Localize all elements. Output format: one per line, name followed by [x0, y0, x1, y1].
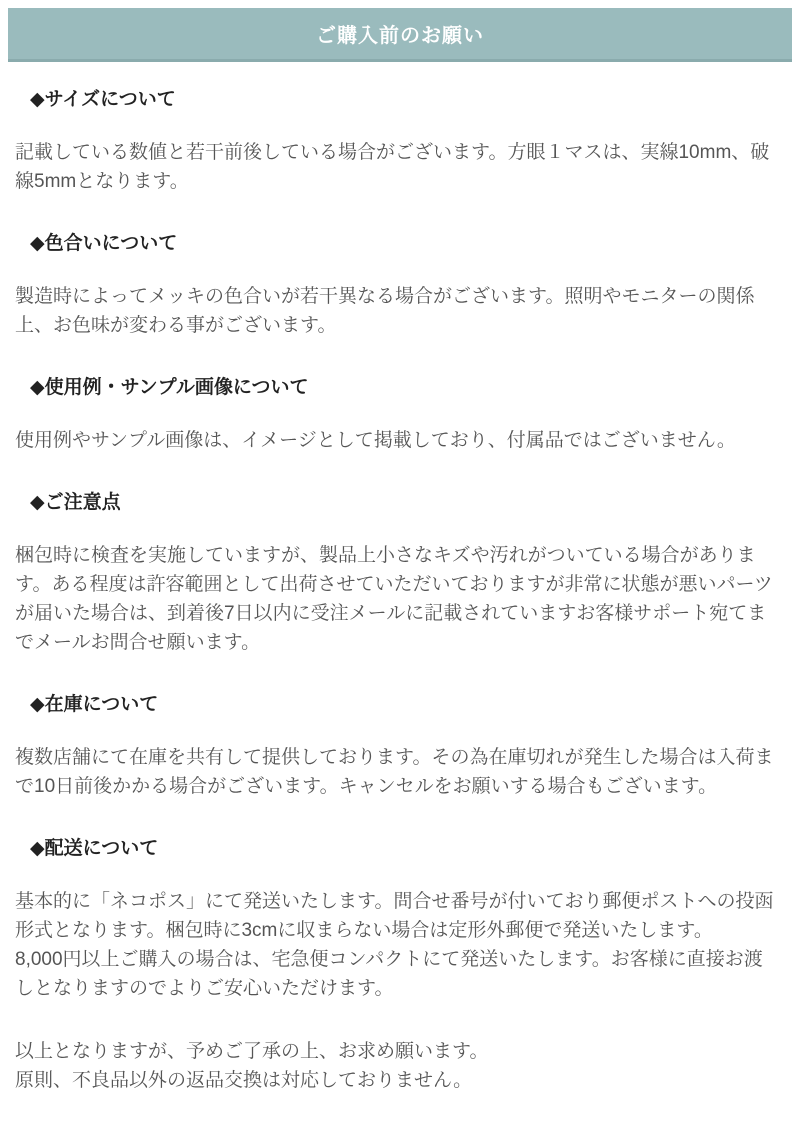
diamond-bullet-icon: ◆	[30, 89, 45, 110]
section-heading-label: サイズについて	[44, 89, 176, 110]
notes-content	[0, 88, 800, 1125]
section-heading-size	[30, 88, 775, 112]
section-heading-label: 色合いについて	[44, 233, 178, 254]
section-heading-label: 在庫について	[44, 694, 159, 715]
section-body-caution: 梱包時に検査を実施していますが、製品上小さなキズや汚れがついている場合があります。ある程度は許容範囲として出荷させていただいておりますが非常に状態が悪いパーツが届いた場合は、到着後7日以内に受注メールに記載されていますお客様サポート宛てまでメールお問合せ願います。	[15, 545, 773, 653]
section-body-color: 製造時によってメッキの色合いが若干異なる場合がございます。照明やモニターの関係上、お色味が変わる事がございます。	[15, 286, 755, 336]
section-body-size: 記載している数値と若干前後している場合がございます。方眼１マスは、実線10mm、破線5mmとなります。	[15, 142, 770, 192]
section-heading-label: ご注意点	[44, 492, 121, 513]
section-body-sample-images: 使用例やサンプル画像は、イメージとして掲載しており、付属品ではございません。	[15, 430, 736, 451]
diamond-bullet-icon: ◆	[30, 694, 45, 715]
closing-note: 以上となりますが、予めご了承の上、お求め願います。 原則、不良品以外の返品交換は対応しておりません。	[15, 1041, 489, 1091]
section-body-stock: 複数店舗にて在庫を共有して提供しております。その為在庫切れが発生した場合は入荷まで10日前後かかる場合がございます。キャンセルをお願いする場合もございます。	[15, 747, 774, 797]
page-title-bar	[8, 8, 792, 62]
section-heading-shipping	[30, 837, 775, 861]
page-title: ご購入前のお願い	[316, 25, 484, 47]
section-heading-color	[30, 232, 775, 256]
section-heading-stock	[30, 693, 775, 717]
section-heading-sample-images	[30, 376, 775, 400]
section-body-shipping: 基本的に「ネコポス」にて発送いたします。問合せ番号が付いており郵便ポストへの投函形式となります。梱包時に3cmに収まらない場合は定形外郵便で発送いたします。 8,000円以上ご購入の場合は、宅急便コンパクトにて発送いたします。お客様に直接お渡しとなりますのでよりご安心いただけます。	[15, 891, 774, 999]
diamond-bullet-icon: ◆	[30, 492, 45, 513]
section-heading-caution	[30, 491, 775, 515]
diamond-bullet-icon: ◆	[30, 838, 45, 859]
diamond-bullet-icon: ◆	[30, 233, 45, 254]
diamond-bullet-icon: ◆	[30, 377, 45, 398]
section-heading-label: 使用例・サンプル画像について	[44, 377, 309, 398]
section-heading-label: 配送について	[44, 838, 159, 859]
